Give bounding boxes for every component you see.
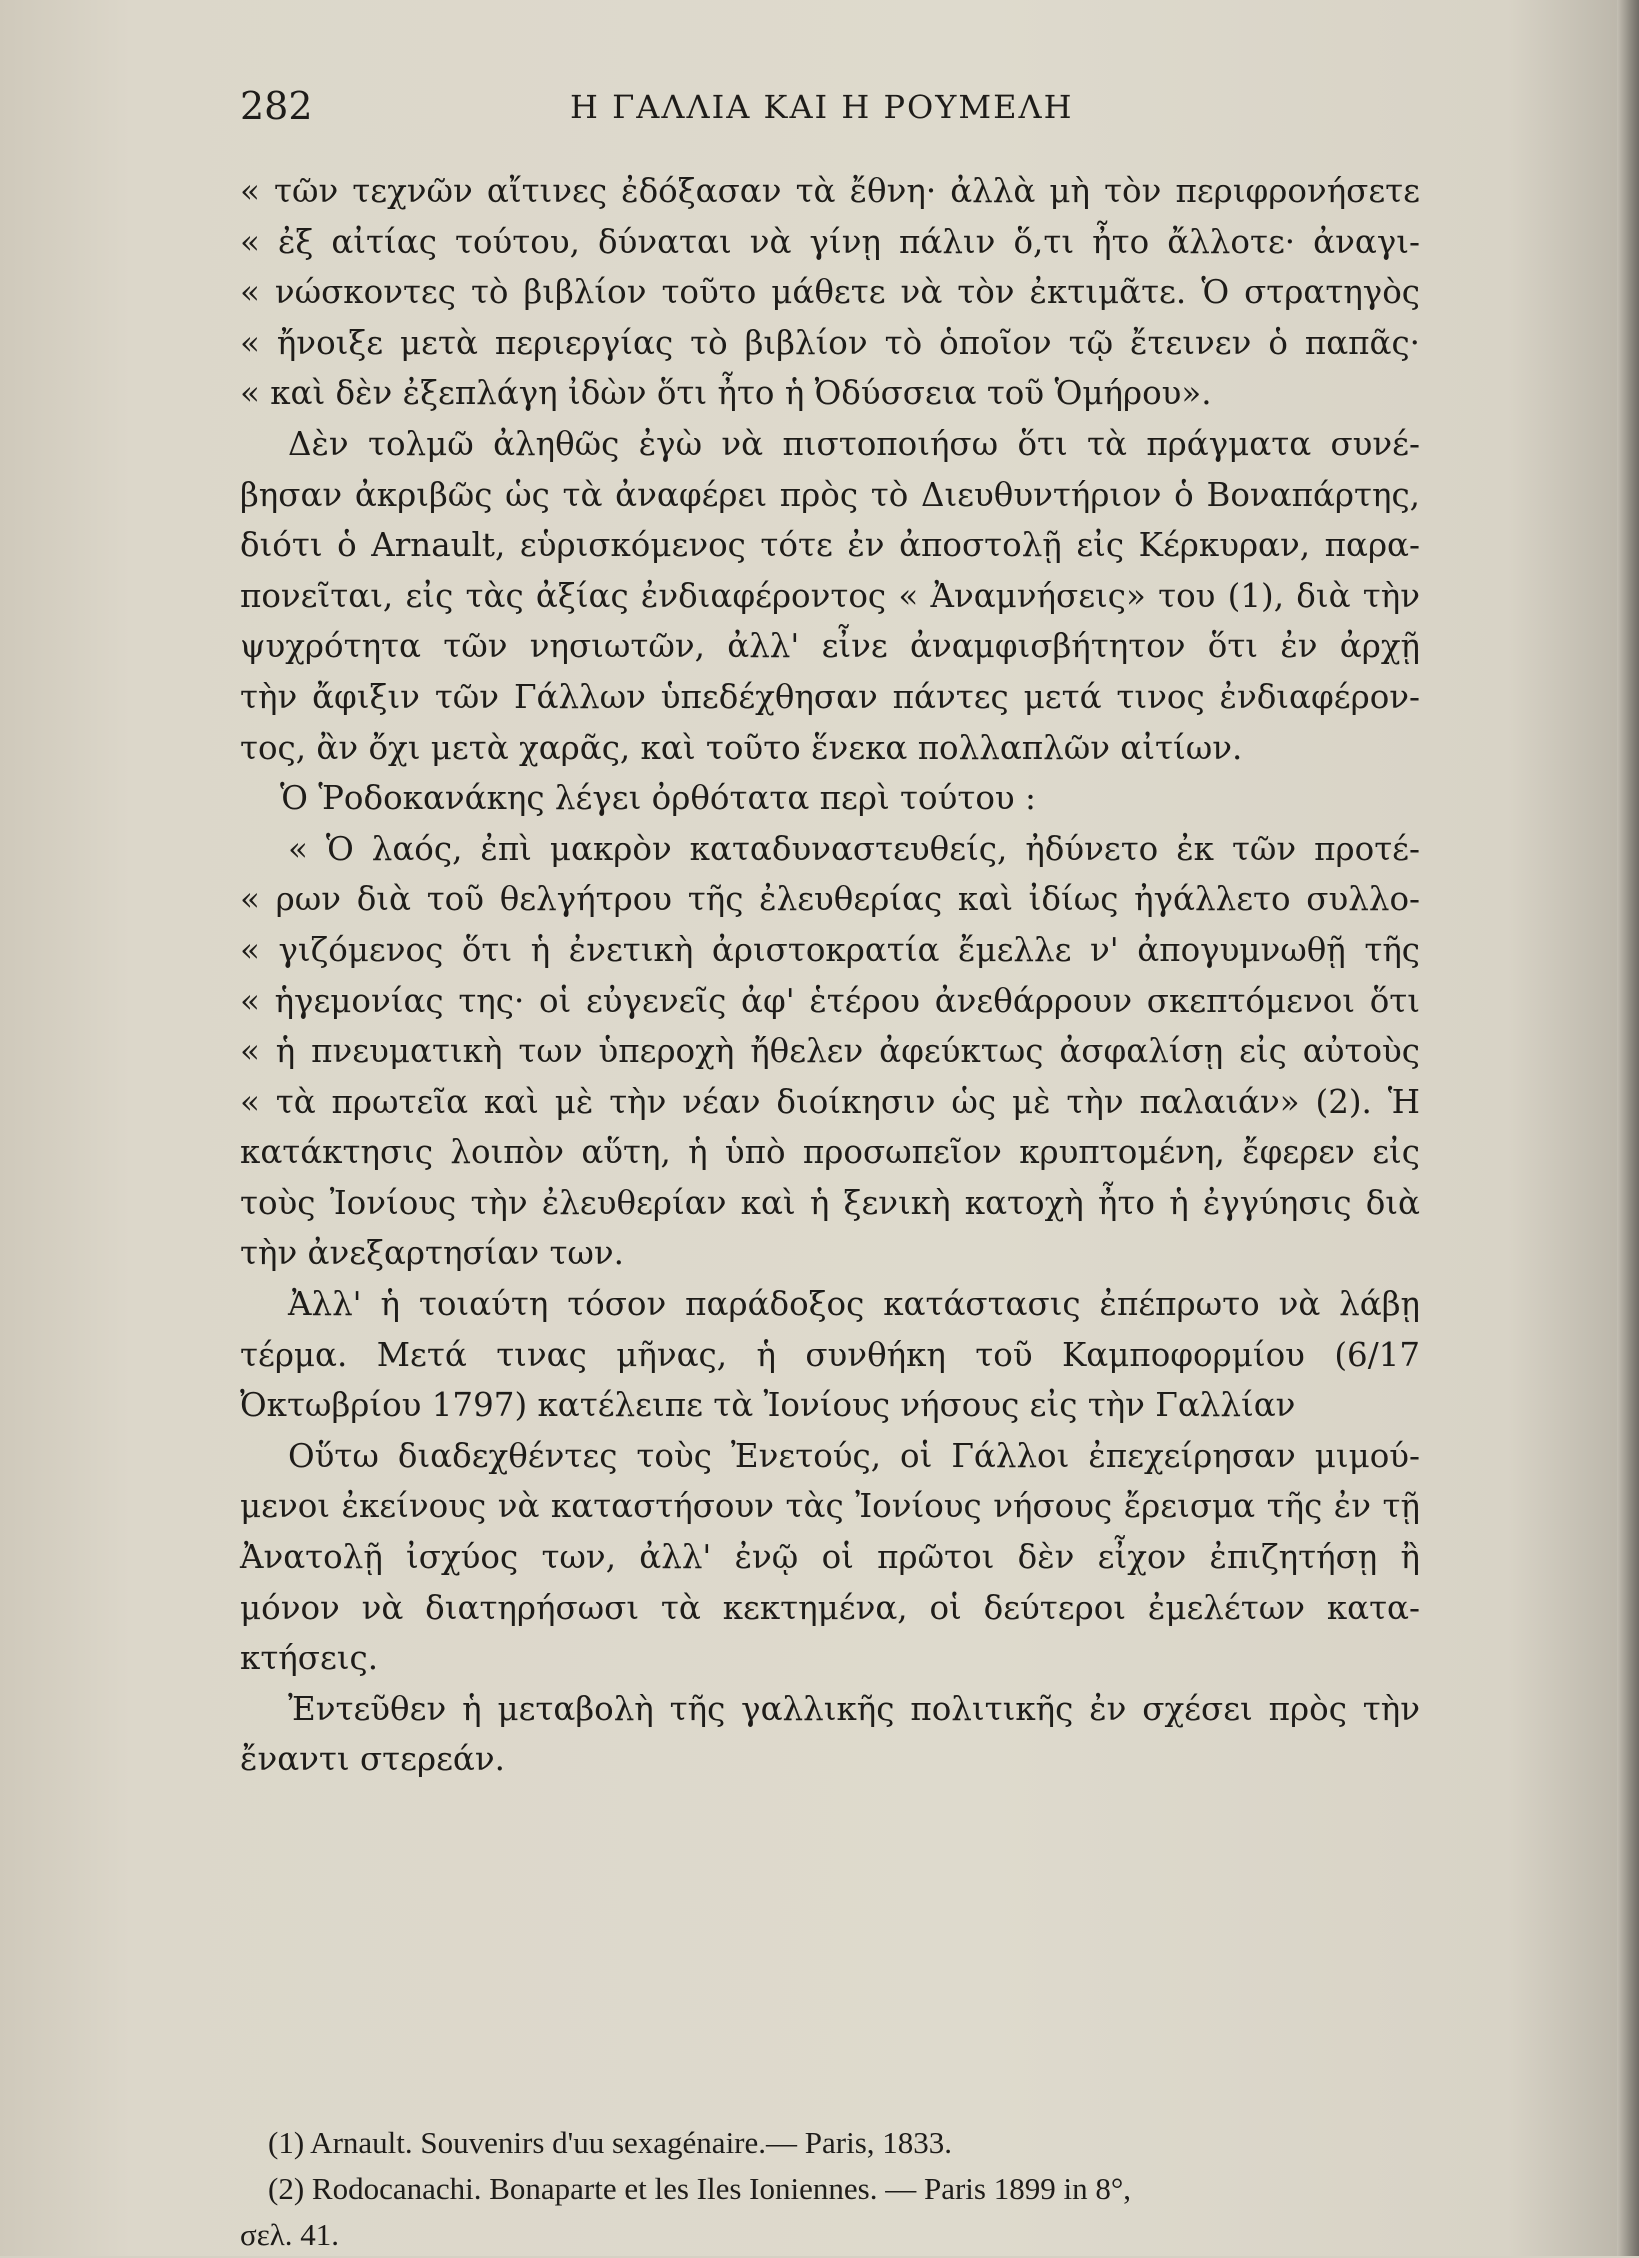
text-line: « νώσκοντες τὸ βιβλίον τοῦτο μάθετε νὰ τὸν ἐκτιμᾶτε. Ὁ στρατηγὸς	[240, 273, 1420, 312]
text-line: κατάκτησις λοιπὸν αὕτη, ἡ ὑπὸ προσωπεῖον κρυπτομένη, ἔφερεν εἰς	[240, 1133, 1420, 1172]
text-line: Ἀνατολῇ ἰσχύος των, ἀλλ' ἐνῷ οἱ πρῶτοι δὲν εἶχον ἐπιζητήσῃ ἢ	[240, 1538, 1420, 1577]
text-line: μόνον νὰ διατηρήσωσι τὰ κεκτημένα, οἱ δεύτεροι ἐμελέτων κατα-	[240, 1588, 1420, 1627]
text-line: ψυχρότητα τῶν νησιωτῶν, ἀλλ' εἶνε ἀναμφισβήτητον ὅτι ἐν ἀρχῇ	[240, 627, 1420, 666]
footnote-1: (1) Arnault. Souvenirs d'uu sexagénaire.— Paris, 1833.	[268, 2125, 953, 2160]
quote-line: « Ὁ λαός, ἐπὶ μακρὸν καταδυναστευθείς, ἠδύνετο ἐκ τῶν προτέ-	[288, 829, 1420, 868]
page-header	[240, 84, 1420, 134]
page-number: 282	[240, 84, 313, 128]
text-line: τὴν ἄφιξιν τῶν Γάλλων ὑπεδέχθησαν πάντες μετά τινος ἐνδιαφέρον-	[240, 677, 1420, 716]
quote-line: « τὰ πρωτεῖα καὶ μὲ τὴν νέαν διοίκησιν ὡς μὲ τὴν παλαιάν» (2). Ἡ	[240, 1082, 1420, 1121]
footnote-2-continuation: σελ. 41.	[240, 2217, 340, 2252]
text-line: Ὁ Ῥοδοκανάκης λέγει ὀρθότατα περὶ τούτου :	[280, 779, 1036, 818]
text-line: « ἤνοιξε μετὰ περιεργίας τὸ βιβλίον τὸ ὁποῖον τῷ ἔτεινεν ὁ παπᾶς·	[240, 323, 1420, 362]
quote-line: « ρων διὰ τοῦ θελγήτρου τῆς ἐλευθερίας καὶ ἰδίως ἠγάλλετο συλλο-	[240, 880, 1420, 919]
text-line: μενοι ἐκείνους νὰ καταστήσουν τὰς Ἰονίους νήσους ἔρεισμα τῆς ἐν τῇ	[240, 1487, 1420, 1526]
text-line: πονεῖται, εἰς τὰς ἀξίας ἐνδιαφέροντος « Ἀναμνήσεις» του (1), διὰ τὴν	[240, 576, 1420, 615]
text-line: Δὲν τολμῶ ἀληθῶς ἐγὼ νὰ πιστοποιήσω ὅτι τὰ πράγματα συνέ-	[288, 424, 1420, 463]
text-line: ἔναντι στερεάν.	[240, 1740, 505, 1779]
text-line: Οὕτω διαδεχθέντες τοὺς Ἐνετούς, οἱ Γάλλοι ἐπεχείρησαν μιμού-	[288, 1436, 1420, 1475]
text-line: « τῶν τεχνῶν αἴτινες ἐδόξασαν τὰ ἔθνη· ἀλλὰ μὴ τὸν περιφρονήσετε	[240, 172, 1420, 210]
text-line: τὴν ἀνεξαρτησίαν των.	[240, 1234, 625, 1273]
text-line: « ἐξ αἰτίας τούτου, δύναται νὰ γίνῃ πάλιν ὅ,τι ἦτο ἄλλοτε· ἀναγι-	[240, 222, 1420, 261]
text-line: βησαν ἀκριβῶς ὡς τὰ ἀναφέρει πρὸς τὸ Διευθυντήριον ὁ Βοναπάρτης,	[240, 475, 1420, 514]
quote-line: « ἡ πνευματικὴ των ὑπεροχὴ ἤθελεν ἀφεύκτως ἀσφαλίσῃ εἰς αὐτοὺς	[240, 1032, 1420, 1071]
text-line: τέρμα. Μετά τινας μῆνας, ἡ συνθήκη τοῦ Καμποφορμίου (6/17	[240, 1335, 1420, 1374]
body-text	[240, 166, 1420, 1785]
page-edge-shadow	[1617, 0, 1639, 2256]
text-line: κτήσεις.	[240, 1639, 379, 1678]
footnotes	[240, 2120, 1420, 2258]
quote-line: « ἡγεμονίας της· οἱ εὐγενεῖς ἀφ' ἑτέρου ἀνεθάρρουν σκεπτόμενοι ὅτι	[240, 981, 1420, 1020]
text-line: τοὺς Ἰονίους τὴν ἐλευθερίαν καὶ ἡ ξενικὴ κατοχὴ ἦτο ἡ ἐγγύησις διὰ	[240, 1183, 1420, 1222]
text-line: Ἀλλ' ἡ τοιαύτη τόσον παράδοξος κατάστασις ἐπέπρωτο νὰ λάβῃ	[288, 1285, 1420, 1324]
footnote-2: (2) Rodocanachi. Bonaparte et les Iles Ioniennes. — Paris 1899 in 8°,	[268, 2171, 1131, 2206]
text-line: Ἐντεῦθεν ἡ μεταβολὴ τῆς γαλλικῆς πολιτικῆς ἐν σχέσει πρὸς τὴν	[288, 1689, 1420, 1728]
text-line: Ὀκτωβρίου 1797) κατέλειπε τὰ Ἰονίους νήσους εἰς τὴν Γαλλίαν	[240, 1386, 1296, 1425]
text-line: διότι ὁ Arnault, εὑρισκόμενος τότε ἐν ἀποστολῇ εἰς Κέρκυραν, παρα-	[240, 526, 1420, 565]
quote-line: « γιζόμενος ὅτι ἡ ἐνετικὴ ἀριστοκρατία ἔμελλε ν' ἀπογυμνωθῇ τῆς	[240, 930, 1420, 969]
text-line: τος, ἂν ὄχι μετὰ χαρᾶς, καὶ τοῦτο ἕνεκα πολλαπλῶν αἰτίων.	[240, 728, 1243, 767]
text-line: « καὶ δὲν ἐξεπλάγη ἰδὼν ὅτι ἦτο ἡ Ὀδύσσεια τοῦ Ὁμήρου».	[240, 374, 1212, 413]
running-title: Η ΓΑΛΛΙΑ ΚΑΙ Η ΡΟΥΜΕΛΗ	[570, 88, 1074, 126]
